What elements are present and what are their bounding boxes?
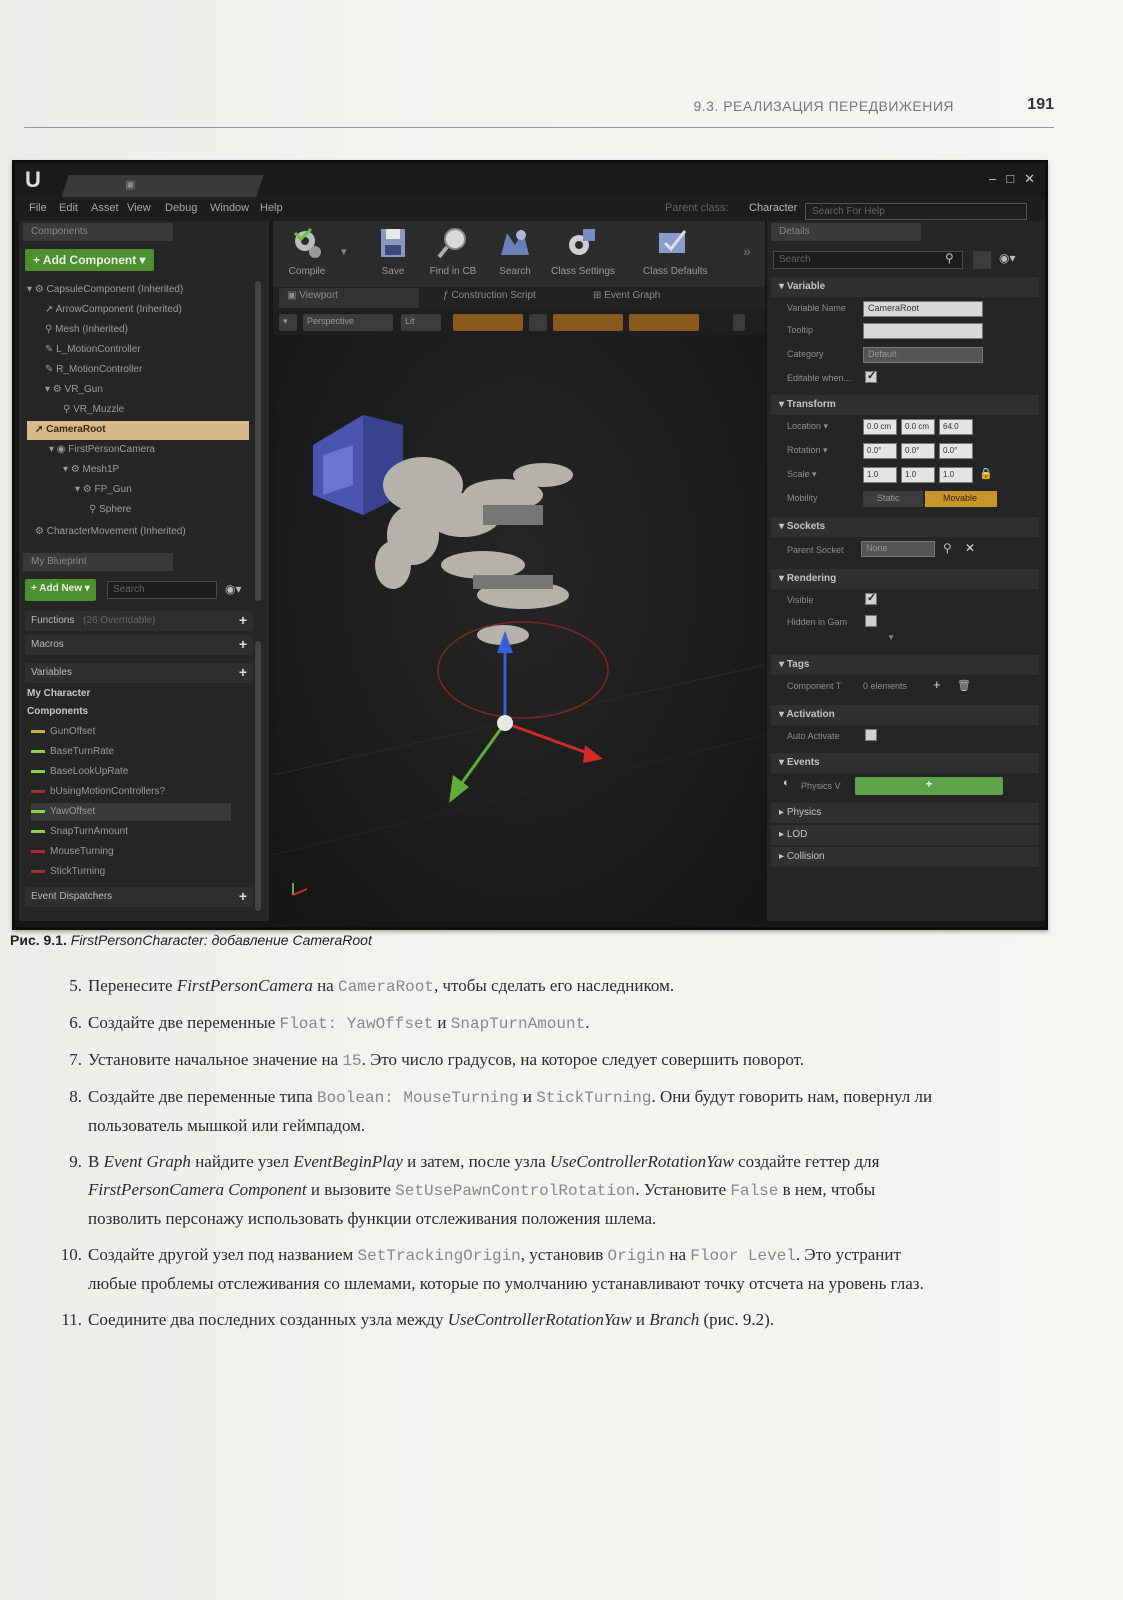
- toolbar-expand-icon[interactable]: »: [743, 243, 751, 259]
- tree-item[interactable]: ▾ ◉ FirstPersonCamera: [49, 444, 155, 455]
- steps-list: [58, 972, 938, 1342]
- step-item: [58, 1046, 938, 1075]
- lit-button[interactable]: Lit: [401, 314, 441, 331]
- tree-item[interactable]: ✎ L_MotionController: [45, 344, 141, 355]
- clear-icon[interactable]: ✕: [965, 541, 976, 555]
- running-title: 9.3. РЕАЛИЗАЦИЯ ПЕРЕДВИЖЕНИЯ: [693, 98, 954, 114]
- transform-gizmo[interactable]: [449, 631, 603, 803]
- step-text: и вызовите: [306, 1180, 396, 1199]
- gun-mesh: [473, 505, 553, 589]
- tree-item[interactable]: ✎ R_MotionController: [45, 364, 143, 375]
- surface-snap-button[interactable]: [529, 314, 547, 331]
- viewport-scene: [273, 335, 765, 921]
- add-component-button[interactable]: + Add Component ▾: [25, 249, 154, 271]
- add-new-button[interactable]: + Add New ▾: [25, 579, 96, 601]
- add-tag-icon[interactable]: +: [933, 677, 941, 692]
- save-label: Save: [381, 266, 405, 277]
- parent-class-label: Parent class:: [665, 202, 729, 214]
- scale-y-field[interactable]: 1.0: [901, 467, 935, 483]
- transform-header: Transform: [786, 399, 836, 410]
- rotation-z-field[interactable]: 0.0°: [939, 443, 973, 459]
- blueprint-scrollbar[interactable]: [255, 641, 261, 911]
- code-text: 15: [342, 1052, 362, 1070]
- events-header: Events: [786, 757, 820, 768]
- hidden-in-game-checkbox[interactable]: [865, 615, 877, 627]
- left-panel: [19, 221, 269, 921]
- tags-category[interactable]: ▾ Tags: [771, 655, 1039, 675]
- viewport[interactable]: [273, 335, 765, 921]
- step-item: [58, 1148, 938, 1233]
- lod-category[interactable]: ▸ LOD: [771, 825, 1039, 845]
- step-text: , чтобы сделать его наследником.: [433, 976, 675, 995]
- emphasis-text: Event Graph: [103, 1152, 191, 1171]
- components-scrollbar[interactable]: [255, 281, 261, 601]
- variable-name: MouseTurning: [50, 846, 114, 857]
- check-icon: ✓: [867, 370, 877, 382]
- step-number: 11.: [61, 1310, 82, 1329]
- step-item: [58, 1083, 938, 1140]
- location-y-field[interactable]: 0.0 cm: [901, 419, 935, 435]
- code-text: CameraRoot: [337, 978, 434, 996]
- step-number: 10.: [60, 1245, 82, 1264]
- step-item: [58, 1241, 938, 1298]
- macros-section[interactable]: [25, 635, 253, 655]
- emphasis-text: UseControllerRotationYaw: [447, 1310, 632, 1329]
- step-text: и: [518, 1087, 537, 1106]
- tab-viewport[interactable]: ▣ Viewport: [279, 288, 419, 308]
- code-text: SnapTurnAmount: [450, 1015, 586, 1033]
- search-button[interactable]: [485, 225, 545, 285]
- perspective-button[interactable]: Perspective: [303, 314, 393, 331]
- class-defaults-button[interactable]: [643, 225, 708, 285]
- functions-label: Functions: [31, 615, 75, 626]
- details-panel: [767, 221, 1045, 921]
- step-item: [58, 1009, 938, 1038]
- minimize-icon[interactable]: –: [989, 171, 997, 186]
- step-text: и: [631, 1310, 650, 1329]
- variables-label: Variables: [31, 667, 72, 678]
- tags-header: Tags: [786, 659, 810, 670]
- scale-label[interactable]: Scale ▾: [787, 469, 817, 479]
- help-search-input[interactable]: Search For Help: [805, 203, 1027, 220]
- chevron-down-icon[interactable]: ▼: [887, 633, 895, 642]
- document-tab[interactable]: [61, 175, 263, 197]
- step-text: .: [585, 1013, 590, 1032]
- variable-name: BaseLookUpRate: [50, 766, 129, 777]
- blueprint-search-input[interactable]: Search: [107, 581, 217, 599]
- class-defaults-label: Class Defaults: [643, 266, 708, 277]
- add-event-button[interactable]: +: [855, 777, 1003, 795]
- code-text: StickTurning: [536, 1089, 652, 1107]
- mobility-label: Mobility: [787, 493, 818, 503]
- parent-socket-field[interactable]: None: [861, 541, 935, 557]
- character-arms-mesh: [375, 457, 573, 645]
- step-text: найдите узел: [190, 1152, 294, 1171]
- sockets-category[interactable]: ▾ Sockets: [771, 517, 1039, 537]
- variable-item[interactable]: [31, 843, 114, 861]
- rotation-y-field[interactable]: 0.0°: [901, 443, 935, 459]
- tab-construction-label: Construction Script: [451, 290, 536, 301]
- rendering-category[interactable]: ▾ Rendering: [771, 569, 1039, 589]
- component-tags-count: 0 elements: [863, 681, 908, 691]
- variable-item[interactable]: [31, 743, 114, 761]
- step-text: Соедините два последних созданных узла между: [88, 1310, 448, 1329]
- search-icon: [497, 225, 533, 261]
- code-text: SetTrackingOrigin: [357, 1247, 521, 1265]
- step-number: 6.: [69, 1013, 82, 1032]
- variable-item[interactable]: [31, 863, 105, 881]
- emphasis-text: EventBeginPlay: [293, 1152, 403, 1171]
- emphasis-text: Branch: [649, 1310, 700, 1329]
- tab-event-graph[interactable]: ⊞ Event Graph: [593, 290, 661, 301]
- add-dispatcher-icon[interactable]: +: [238, 888, 247, 904]
- tree-item[interactable]: ⚲ Sphere: [89, 504, 132, 515]
- toolbar: [273, 221, 765, 287]
- physics-volume-label: Physics V: [801, 781, 841, 791]
- variable-name-label: Variable Name: [787, 303, 846, 313]
- search-icon[interactable]: ⚲: [943, 541, 952, 555]
- search-label: Search: [499, 266, 531, 277]
- gear-icon: [563, 225, 599, 261]
- collision-category[interactable]: ▸ Collision: [771, 847, 1039, 867]
- auto-activate-checkbox[interactable]: [865, 729, 877, 741]
- figure-caption: [10, 932, 372, 948]
- code-text: False: [730, 1182, 779, 1200]
- viewport-toolbar: [273, 309, 765, 335]
- menu-help[interactable]: Help: [260, 202, 283, 214]
- defaults-icon: [655, 225, 691, 261]
- find-icon: [435, 225, 471, 261]
- step-text: на: [665, 1245, 691, 1264]
- title-bar: [15, 163, 1045, 197]
- rotation-x-field[interactable]: 0.0°: [863, 443, 897, 459]
- category-label: Category: [787, 349, 824, 359]
- variable-name: SnapTurnAmount: [50, 826, 129, 837]
- physics-category[interactable]: ▸ Physics: [771, 803, 1039, 823]
- step-text: Перенесите: [88, 976, 177, 995]
- code-text: SetUsePawnControlRotation: [395, 1182, 636, 1200]
- code-text: Float: YawOffset: [279, 1015, 434, 1033]
- activation-header: Activation: [786, 709, 835, 720]
- variable-item[interactable]: [31, 783, 165, 801]
- compile-button[interactable]: [277, 225, 337, 285]
- visible-checkbox[interactable]: [865, 593, 877, 605]
- step-item: [58, 972, 938, 1001]
- close-icon[interactable]: ✕: [1024, 171, 1035, 186]
- visible-label: Visible: [787, 595, 814, 605]
- step-number: 5.: [69, 976, 82, 995]
- tree-item-selected[interactable]: ➚ CameraRoot: [27, 421, 249, 440]
- location-label[interactable]: Location ▾: [787, 421, 829, 431]
- code-text: Boolean: MouseTurning: [316, 1089, 519, 1107]
- compile-icon: [289, 225, 325, 261]
- step-text: Создайте две переменные: [88, 1013, 280, 1032]
- code-text: Origin: [607, 1247, 666, 1265]
- variable-group-my-character[interactable]: My Character: [27, 688, 91, 699]
- add-variable-icon[interactable]: +: [238, 664, 247, 680]
- tree-item[interactable]: ▾ ⚙ CapsuleComponent (Inherited): [27, 284, 184, 295]
- trash-icon[interactable]: 🗑: [957, 680, 971, 692]
- step-text: и затем, после узла: [402, 1152, 550, 1171]
- location-x-field[interactable]: 0.0 cm: [863, 419, 897, 435]
- lock-icon[interactable]: 🔒: [979, 468, 993, 480]
- tab-viewport-label: Viewport: [299, 290, 338, 301]
- parent-socket-label: Parent Socket: [787, 545, 844, 555]
- details-tab[interactable]: Details: [771, 223, 921, 241]
- add-function-icon[interactable]: +: [238, 612, 247, 628]
- tree-item[interactable]: ⚲ VR_Muzzle: [63, 404, 125, 415]
- tree-item[interactable]: ▾ ⚙ FP_Gun: [75, 484, 132, 495]
- physics-header: Physics: [786, 807, 822, 818]
- category-select[interactable]: Default: [863, 347, 983, 363]
- editor-tabs: [273, 287, 765, 309]
- hidden-in-game-label: Hidden in Gam: [787, 617, 848, 627]
- figure-title: FirstPersonCharacter: добавление CameraRoot: [70, 932, 372, 948]
- event-icon: ◐: [783, 777, 790, 789]
- functions-section[interactable]: [25, 611, 253, 631]
- menu-edit[interactable]: Edit: [59, 202, 78, 214]
- eye-icon[interactable]: ◉▾: [999, 251, 1016, 265]
- step-number: 8.: [69, 1087, 82, 1106]
- running-head: [24, 96, 1054, 128]
- menu-asset[interactable]: Asset: [91, 202, 119, 214]
- activation-category[interactable]: ▾ Activation: [771, 705, 1039, 725]
- variable-item[interactable]: [31, 723, 95, 741]
- variable-name: GunOffset: [50, 726, 96, 737]
- step-text: . Это устранит любые проблемы отслеживания со шлемами, которые по умолчанию устанавливают точку отсчета на уровень глаз.: [88, 1245, 924, 1293]
- check-icon: ✓: [867, 592, 877, 604]
- find-in-cb-button[interactable]: [423, 225, 483, 285]
- details-search-input[interactable]: Search: [773, 251, 963, 269]
- menu-debug[interactable]: Debug: [165, 202, 198, 214]
- eye-icon[interactable]: ◉▾: [225, 582, 242, 596]
- save-button[interactable]: [363, 225, 423, 285]
- step-text: в нем, чтобы позволить персонажу использовать функции отслеживания положения шлема.: [88, 1180, 876, 1228]
- variable-item[interactable]: [31, 823, 128, 841]
- step-text: и: [433, 1013, 451, 1032]
- editor-screenshot: [12, 160, 1048, 930]
- sockets-header: Sockets: [786, 521, 826, 532]
- tab-event-graph-label: Event Graph: [604, 290, 661, 301]
- step-number: 9.: [69, 1152, 82, 1171]
- find-in-cb-label: Find in CB: [429, 266, 477, 277]
- lod-header: LOD: [786, 829, 808, 840]
- grid-view-icon[interactable]: [973, 251, 991, 269]
- step-item: [58, 1306, 938, 1334]
- scale-z-field[interactable]: 1.0: [939, 467, 973, 483]
- variable-item-selected[interactable]: [31, 803, 231, 821]
- figure-label: Рис. 9.1.: [10, 932, 67, 948]
- unreal-logo-icon: U: [25, 167, 41, 192]
- step-text: В: [88, 1152, 104, 1171]
- menu-file[interactable]: File: [29, 202, 47, 214]
- step-text: на: [312, 976, 338, 995]
- viewport-maximize-button[interactable]: [733, 314, 745, 331]
- step-text: Создайте другой узел под названием: [88, 1245, 358, 1264]
- save-icon: [375, 225, 411, 261]
- code-text: Floor Level: [690, 1247, 796, 1265]
- variable-name: StickTurning: [50, 866, 106, 877]
- component-tags-label: Component T: [787, 681, 842, 691]
- class-settings-button[interactable]: [551, 225, 615, 285]
- macros-label: Macros: [31, 639, 64, 650]
- variable-name: BaseTurnRate: [50, 746, 115, 757]
- class-settings-label: Class Settings: [551, 266, 615, 277]
- tree-item[interactable]: ▾ ⚙ Mesh1P: [63, 464, 120, 475]
- variable-name-field[interactable]: CameraRoot: [863, 301, 983, 317]
- variable-name: bUsingMotionControllers?: [50, 786, 166, 797]
- step-text: Установите начальное значение на: [88, 1050, 343, 1069]
- emphasis-text: FirstPersonCamera: [176, 976, 313, 995]
- my-blueprint-tab[interactable]: My Blueprint: [23, 553, 173, 571]
- editable-checkbox[interactable]: [865, 371, 877, 383]
- variables-section[interactable]: [25, 663, 253, 683]
- maximize-icon[interactable]: □: [1006, 171, 1015, 186]
- compile-dropdown-icon[interactable]: ▾: [341, 246, 347, 258]
- event-dispatchers-label: Event Dispatchers: [31, 891, 113, 902]
- editable-label: Editable when...: [787, 373, 852, 383]
- menu-view[interactable]: View: [127, 202, 151, 214]
- rotation-label[interactable]: Rotation ▾: [787, 445, 828, 455]
- functions-count: (26 Overridable): [83, 615, 156, 626]
- step-text: . Это число градусов, на которое следует совершить поворот.: [361, 1050, 805, 1069]
- emphasis-text: UseControllerRotationYaw: [549, 1152, 734, 1171]
- rotation-snap-button[interactable]: [629, 314, 699, 331]
- step-text: . Они будут говорить нам, повернул ли пользователь мышкой или геймпадом.: [88, 1087, 933, 1135]
- tree-item[interactable]: ▾ ⚙ VR_Gun: [45, 384, 103, 395]
- variable-group-components[interactable]: Components: [27, 706, 89, 717]
- variable-item[interactable]: [31, 763, 128, 781]
- compile-label: Compile: [288, 266, 326, 277]
- axis-indicator: [293, 883, 307, 895]
- grid-snap-button[interactable]: [553, 314, 623, 331]
- tree-item[interactable]: ⚲ Mesh (Inherited): [45, 324, 128, 335]
- step-text: . Установите: [635, 1180, 731, 1199]
- step-text: (рис. 9.2).: [699, 1310, 774, 1329]
- emphasis-text: FirstPersonCamera Component: [88, 1180, 307, 1199]
- step-number: 7.: [69, 1050, 82, 1069]
- variable-name: YawOffset: [50, 806, 96, 817]
- document-tab-icon: ▣: [125, 179, 136, 191]
- viewport-options-button[interactable]: ▾: [279, 314, 297, 331]
- parent-class-value[interactable]: Character: [749, 202, 798, 214]
- variable-header: Variable: [786, 281, 826, 292]
- location-z-field[interactable]: 64.0: [939, 419, 973, 435]
- transform-tools-button[interactable]: [453, 314, 523, 331]
- page-number: 191: [1027, 96, 1054, 113]
- transform-category[interactable]: ▾ Transform: [771, 395, 1039, 415]
- collision-header: Collision: [786, 851, 825, 862]
- scale-x-field[interactable]: 1.0: [863, 467, 897, 483]
- step-text: создайте геттер для: [733, 1152, 880, 1171]
- step-text: , установив: [520, 1245, 608, 1264]
- search-icon[interactable]: ⚲: [945, 251, 954, 265]
- rendering-header: Rendering: [786, 573, 837, 584]
- variable-category[interactable]: ▾ Variable: [771, 277, 1039, 297]
- step-text: Создайте две переменные типа: [88, 1087, 317, 1106]
- tooltip-label: Tooltip: [787, 325, 814, 335]
- tree-item[interactable]: ⚙ CharacterMovement (Inherited): [35, 526, 186, 537]
- menu-window[interactable]: Window: [210, 202, 250, 214]
- mobility-static-button[interactable]: Static: [863, 491, 923, 507]
- tab-construction-script[interactable]: ƒ Construction Script: [443, 290, 536, 301]
- events-category[interactable]: ▾ Events: [771, 753, 1039, 773]
- event-dispatchers-section[interactable]: [25, 887, 253, 907]
- add-macro-icon[interactable]: +: [238, 636, 247, 652]
- window-controls: [989, 171, 1035, 187]
- auto-activate-label: Auto Activate: [787, 731, 840, 741]
- tooltip-field[interactable]: [863, 323, 983, 339]
- components-tab[interactable]: Components: [23, 223, 173, 241]
- mobility-movable-button[interactable]: Movable: [925, 491, 997, 507]
- tree-item[interactable]: ➚ ArrowComponent (Inherited): [45, 304, 182, 315]
